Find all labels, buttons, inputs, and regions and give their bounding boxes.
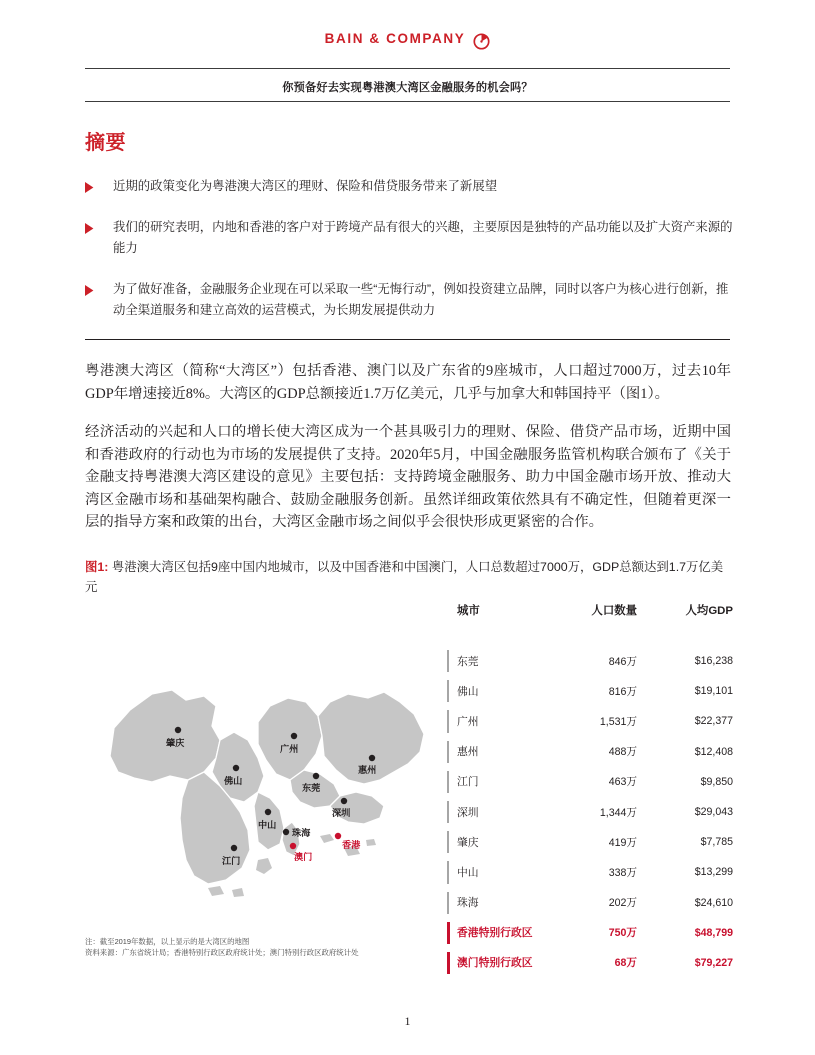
triangle-right-icon	[85, 283, 94, 294]
map-label-jiangmen: 江门	[222, 856, 241, 866]
gba-city-table	[447, 602, 733, 978]
page-kicker-title: 你预备好去实现粤港澳大湾区金融服务的机会吗？	[282, 82, 533, 94]
cell-city: 广州	[447, 706, 541, 736]
map-label-shenzhen: 深圳	[332, 808, 351, 818]
cell-city: 惠州	[447, 737, 541, 767]
list-item	[85, 217, 733, 259]
table-row	[447, 646, 733, 676]
section-divider	[85, 339, 730, 340]
cell-gdp: $22,377	[694, 715, 733, 728]
exhibit-note-line: 注：截至2019年数据，以上显示的是大湾区的地图	[85, 937, 250, 946]
cell-gdp: $13,299	[694, 866, 733, 879]
table-row	[447, 857, 733, 887]
exhibit-caption	[85, 557, 733, 597]
cell-gdp: $48,799	[694, 926, 733, 939]
column-header-city: 城市	[457, 605, 480, 617]
cell-population: 419万	[608, 836, 637, 849]
map-label-hongkong: 香港	[342, 840, 361, 850]
cell-population: 202万	[608, 897, 637, 910]
map-label-guangzhou: 广州	[280, 744, 299, 754]
cell-population: 488万	[608, 746, 637, 759]
summary-bullet-text: 近期的政策变化为粤港澳大湾区的理财、保险和借贷服务带来了新展望	[113, 179, 498, 193]
column-header-population: 人口数量	[591, 605, 637, 617]
cell-city: 深圳	[447, 797, 541, 827]
cell-gdp: $9,850	[700, 775, 733, 788]
table-row	[447, 888, 733, 918]
list-item	[85, 279, 733, 321]
header-divider-top	[85, 68, 730, 69]
cell-population: 750万	[608, 927, 637, 940]
city-dot-foshan	[233, 765, 239, 771]
cell-gdp: $12,408	[694, 745, 733, 758]
table-row	[447, 676, 733, 706]
body-paragraph: 粤港澳大湾区（简称“大湾区”）包括香港、澳门以及广东省的9座城市，人口超过7000万，过去10年GDP年增速接近8%。大湾区的GDP总额接近1.7万亿美元，几乎与加拿大和韩国持平（图1）。	[85, 363, 731, 402]
list-item	[85, 176, 733, 197]
brand-header	[0, 30, 815, 47]
table-header-row	[447, 602, 733, 646]
summary-bullet-text: 为了做好准备，金融服务企业现在可以采取一些“无悔行动”，例如投资建立品牌，同时以客户为核心进行创新，推动全渠道服务和建立高效的运营模式，为长期发展提供动力	[113, 282, 729, 317]
greater-bay-area-map	[108, 688, 438, 898]
map-label-macau: 澳门	[294, 852, 313, 862]
cell-city: 珠海	[447, 888, 541, 918]
table-row	[447, 827, 733, 857]
cell-gdp: $24,610	[694, 896, 733, 909]
table-row	[447, 706, 733, 736]
map-label-dongguan: 东莞	[302, 783, 321, 793]
cell-city: 中山	[447, 857, 541, 887]
map-svg	[108, 688, 438, 898]
exhibit-caption-text: 粤港澳大湾区包括9座中国内地城市，以及中国香港和中国澳门，人口总数超过7000万，GDP总额达到1.7万亿美元	[85, 560, 724, 594]
cell-population: 1,344万	[599, 806, 637, 819]
triangle-right-icon	[85, 221, 94, 232]
map-label-zhongshan: 中山	[258, 820, 277, 830]
map-label-zhuhai: 珠海	[292, 828, 311, 838]
cell-population: 68万	[614, 957, 637, 970]
map-label-huizhou: 惠州	[358, 765, 377, 775]
summary-heading: 摘要	[85, 132, 126, 154]
table-row	[447, 797, 733, 827]
city-dot-huizhou	[369, 755, 375, 761]
map-landmass	[110, 690, 424, 897]
bain-wordmark: BAIN & COMPANY	[324, 31, 466, 46]
body-paragraph: 经济活动的兴起和人口的增长使大湾区成为一个甚具吸引力的理财、保险、借贷产品市场，近期中国和香港政府的行动也为市场的发展提供了支持。2020年5月，中国金融服务监管机构联合颁布了《关于金融支持粤港澳大湾区建设的意见》主要包括：支持跨境金融服务、助力中国金融市场开放、推动大湾区金融市场和基础架构融合、鼓励金融服务创新。虽然详细政策依然具有不确定性，但随着更深一层的指导方案和政策的出台，大湾区金融市场之间似乎会很快形成更紧密的合作。	[85, 424, 731, 530]
column-header-gdp: 人均GDP	[685, 605, 733, 617]
exhibit-notes	[85, 936, 733, 959]
cell-population: 463万	[608, 776, 637, 789]
city-dot-macau	[290, 843, 296, 849]
cell-gdp: $29,043	[694, 806, 733, 819]
summary-bullet-text: 我们的研究表明，内地和香港的客户对于跨境产品有很大的兴趣，主要原因是独特的产品功能以及扩大资产来源的能力	[113, 220, 733, 255]
table-row	[447, 737, 733, 767]
table-row	[447, 767, 733, 797]
cell-city: 香港特别行政区	[447, 918, 541, 948]
cell-city: 肇庆	[447, 827, 541, 857]
city-dot-zhuhai	[283, 829, 289, 835]
cell-population: 338万	[608, 866, 637, 879]
header-divider-bottom	[85, 101, 730, 102]
city-dot-hongkong	[335, 833, 341, 839]
cell-city: 佛山	[447, 676, 541, 706]
map-label-foshan: 佛山	[224, 776, 243, 786]
city-dot-guangzhou	[291, 733, 297, 739]
cell-population: 1,531万	[599, 715, 637, 728]
city-dot-zhongshan	[265, 809, 271, 815]
summary-bullet-list	[85, 176, 733, 341]
exhibit-figure-label: 图1:	[85, 560, 109, 574]
city-dot-dongguan	[313, 773, 319, 779]
cell-gdp: $16,238	[694, 655, 733, 668]
cell-population: 816万	[608, 685, 637, 698]
city-dot-zhaoqing	[175, 727, 181, 733]
bain-circle-logo-icon	[473, 33, 490, 50]
cell-city: 东莞	[447, 646, 541, 676]
exhibit-source-line: 资料来源：广东省统计局；香港特别行政区政府统计处；澳门特别行政区政府统计处	[85, 948, 359, 958]
body-copy	[85, 360, 731, 550]
cell-city: 澳门特别行政区	[447, 948, 541, 978]
cell-city: 江门	[447, 767, 541, 797]
cell-gdp: $19,101	[694, 685, 733, 698]
cell-gdp: $7,785	[700, 836, 733, 849]
triangle-right-icon	[85, 180, 94, 191]
city-dot-shenzhen	[341, 798, 347, 804]
city-dot-jiangmen	[231, 845, 237, 851]
page-number: 1	[404, 1014, 411, 1028]
cell-population: 846万	[608, 655, 637, 668]
map-label-zhaoqing: 肇庆	[166, 738, 185, 748]
cell-gdp: $79,227	[694, 956, 733, 969]
